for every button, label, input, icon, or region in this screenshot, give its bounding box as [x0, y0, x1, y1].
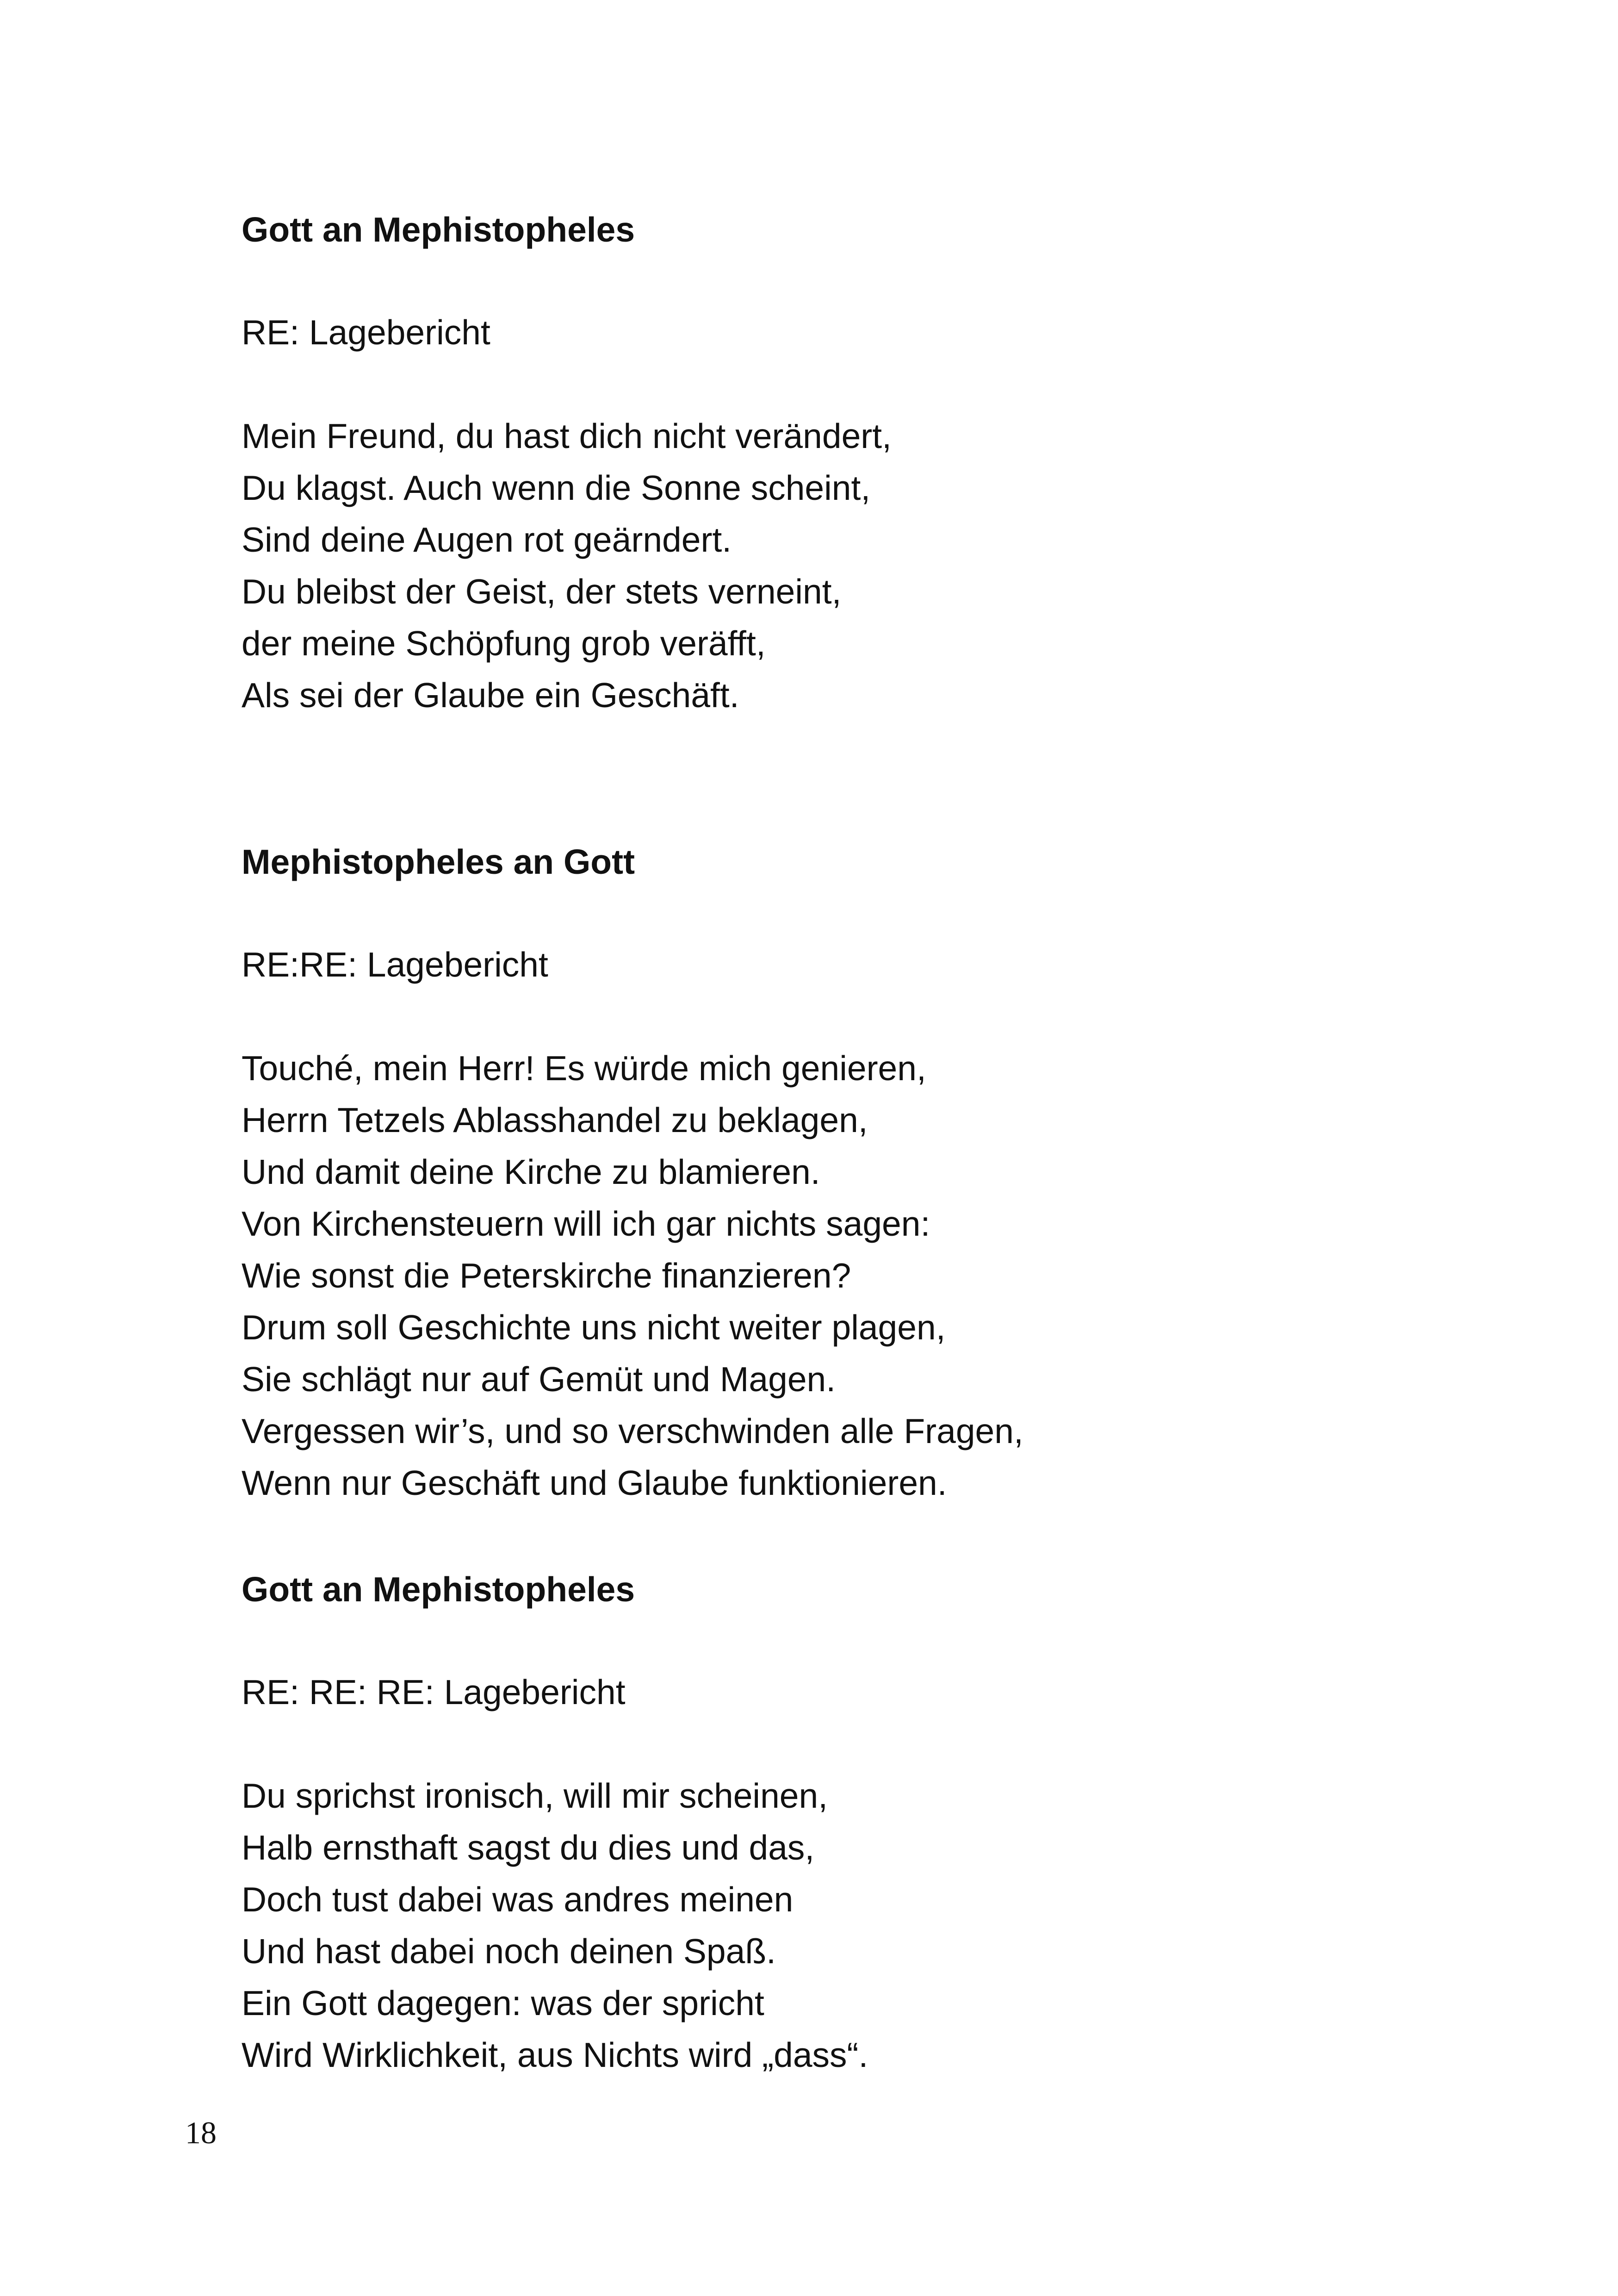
verse-line: Doch tust dabei was andres meinen: [242, 1880, 794, 1919]
verse-line: Ein Gott dagegen: was der spricht: [242, 1984, 764, 2022]
section-subject: RE: Lagebericht: [242, 313, 490, 352]
verse-line: Von Kirchensteuern will ich gar nichts sagen:: [242, 1204, 930, 1243]
poem-section-1: [242, 204, 1444, 721]
verse-line: Vergessen wir’s, und so verschwinden alle Fragen,: [242, 1412, 1023, 1450]
verse-line: Wenn nur Geschäft und Glaube funktionieren.: [242, 1463, 947, 1502]
verse-block: [242, 1770, 1444, 2081]
verse-line: Touché, mein Herr! Es würde mich genieren,: [242, 1049, 926, 1088]
section-subject: RE: RE: RE: Lagebericht: [242, 1673, 626, 1711]
verse-line: Du klagst. Auch wenn die Sonne scheint,: [242, 468, 871, 507]
verse-line: Mein Freund, du hast dich nicht verändert,: [242, 417, 892, 455]
verse-line: Als sei der Glaube ein Geschäft.: [242, 676, 739, 715]
verse-line: Wie sonst die Peterskirche finanzieren?: [242, 1256, 851, 1295]
verse-line: der meine Schöpfung grob veräfft,: [242, 624, 766, 663]
verse-line: Du bleibst der Geist, der stets verneint,: [242, 572, 842, 611]
page-number: 18: [185, 2115, 217, 2150]
page-content: [242, 204, 1444, 2081]
poem-section-2: [242, 836, 1444, 1509]
verse-block: [242, 1042, 1444, 1509]
poem-section-3: [242, 1563, 1444, 2081]
verse-line: Und hast dabei noch deinen Spaß.: [242, 1932, 776, 1971]
section-heading: Mephistopheles an Gott: [242, 842, 635, 881]
verse-block: [242, 410, 1444, 721]
section-heading: Gott an Mephistopheles: [242, 1570, 635, 1609]
verse-line: Sind deine Augen rot geärndert.: [242, 520, 732, 559]
verse-line: Herrn Tetzels Ablasshandel zu beklagen,: [242, 1101, 868, 1139]
verse-line: Drum soll Geschichte uns nicht weiter plagen,: [242, 1308, 946, 1347]
verse-line: Und damit deine Kirche zu blamieren.: [242, 1152, 820, 1191]
section-subject: RE:RE: Lagebericht: [242, 945, 548, 984]
verse-line: Du sprichst ironisch, will mir scheinen,: [242, 1776, 828, 1815]
verse-line: Sie schlägt nur auf Gemüt und Magen.: [242, 1360, 836, 1399]
section-heading: Gott an Mephistopheles: [242, 210, 635, 249]
verse-line: Halb ernsthaft sagst du dies und das,: [242, 1828, 815, 1867]
verse-line: Wird Wirklichkeit, aus Nichts wird „dass“.: [242, 2035, 868, 2074]
